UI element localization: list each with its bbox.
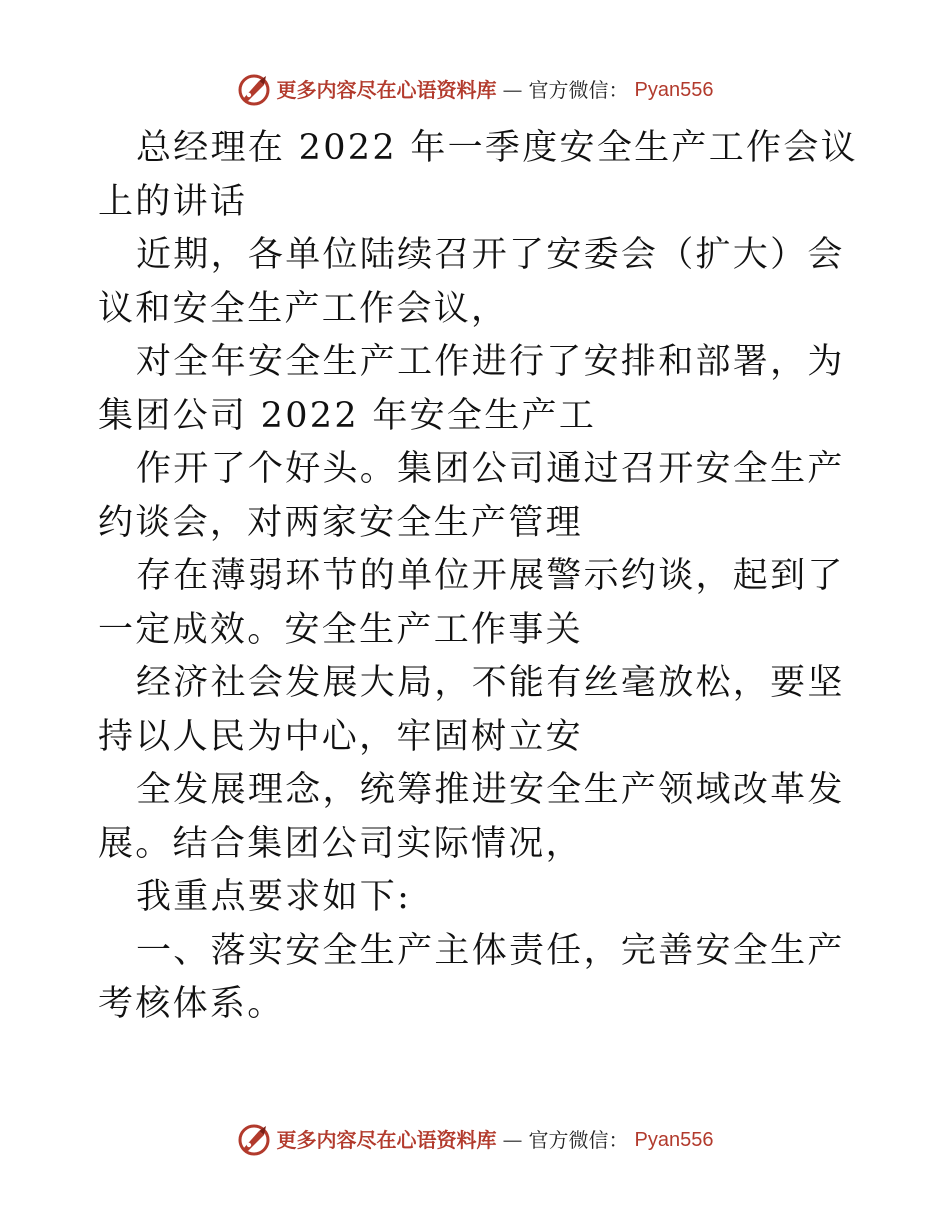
document-paragraph: 全发展理念，统筹推进安全生产领域改革发展。结合集团公司实际情况， — [98, 770, 845, 864]
watermark-dash: — — [502, 78, 523, 102]
document-paragraph: 近期，各单位陆续召开了安委会（扩大）会议和安全生产工作会议， — [98, 235, 845, 329]
watermark-brand-text: 更多内容尽在心语资料库 — [276, 78, 497, 102]
document-paragraph: 作开了个好头。集团公司通过召开安全生产约谈会，对两家安全生产管理 — [98, 449, 845, 543]
document-paragraph: 总经理在 2022 年一季度安全生产工作会议上的讲话 — [98, 128, 858, 222]
watermark-dash: — — [502, 1128, 523, 1152]
watermark-banner-bottom — [0, 1120, 950, 1160]
quill-pen-logo-icon — [237, 73, 271, 107]
watermark-wechat-id: Pyan556 — [634, 79, 714, 101]
document-paragraph: 一、落实安全生产主体责任，完善安全生产考核体系。 — [98, 930, 845, 1024]
watermark-wechat-label: 官方微信： — [528, 78, 629, 102]
watermark-brand-text: 更多内容尽在心语资料库 — [276, 1128, 497, 1152]
watermark-banner-top — [0, 70, 950, 110]
document-paragraph: 经济社会发展大局，不能有丝毫放松，要坚持以人民为中心，牢固树立安 — [98, 663, 845, 757]
watermark-wechat-id: Pyan556 — [634, 1129, 714, 1151]
document-body — [98, 122, 858, 1032]
watermark-wechat-label: 官方微信： — [528, 1128, 629, 1152]
document-paragraph: 对全年安全生产工作进行了安排和部署，为集团公司 2022 年安全生产工 — [98, 342, 845, 436]
document-paragraph: 存在薄弱环节的单位开展警示约谈，起到了一定成效。安全生产工作事关 — [98, 556, 845, 650]
quill-pen-logo-icon — [237, 1123, 271, 1157]
document-paragraph: 我重点要求如下: — [136, 877, 412, 917]
